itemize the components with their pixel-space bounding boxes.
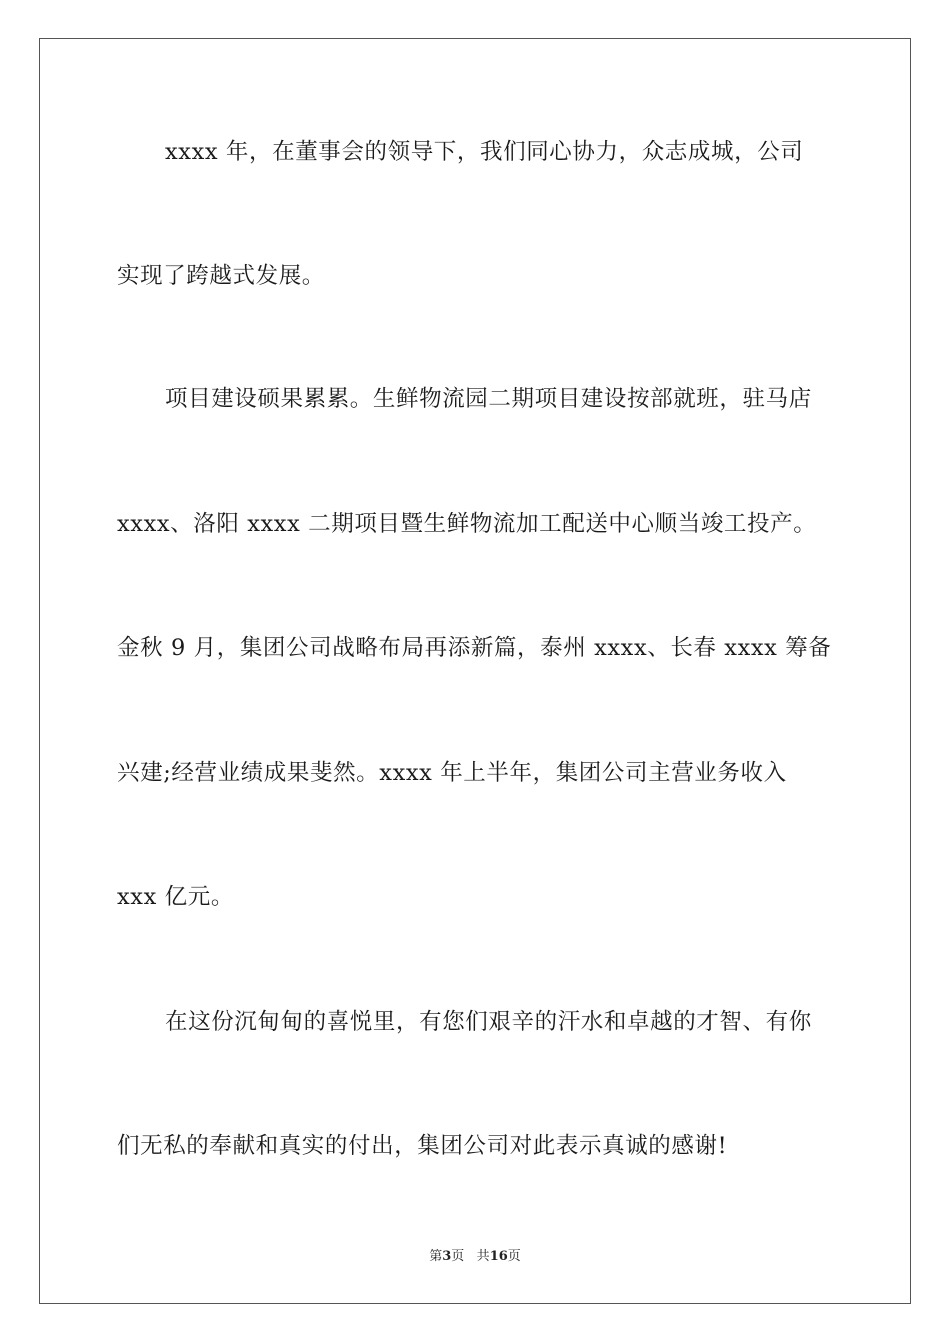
paragraph-2-line-1: 项目建设硕果累累。生鲜物流园二期项目建设按部就班，驻马店 — [165, 386, 812, 412]
page-prefix: 第 — [429, 1249, 443, 1264]
total-pages: 16 — [489, 1249, 508, 1264]
paragraph-2-line-4: 兴建;经营业绩成果斐然。xxxx 年上半年，集团公司主营业务收入 — [117, 760, 787, 786]
paragraph-2-line-3: 金秋 9 月，集团公司战略布局再添新篇，泰州 xxxx、长春 xxxx 筹备 — [117, 635, 832, 661]
total-suffix: 页 — [507, 1249, 521, 1264]
paragraph-2-line-2: xxxx、洛阳 xxxx 二期项目暨生鲜物流加工配送中心顺当竣工投产。 — [117, 511, 817, 537]
page-suffix: 页 — [451, 1249, 465, 1264]
paragraph-3-line-1: 在这份沉甸甸的喜悦里，有您们艰辛的汗水和卓越的才智、有你 — [165, 1009, 812, 1035]
paragraph-1-line-1: xxxx 年，在董事会的领导下，我们同心协力，众志成城，公司 — [165, 139, 804, 165]
paragraph-1-line-2: 实现了跨越式发展。 — [117, 263, 325, 289]
paragraph-2-line-5: xxx 亿元。 — [117, 884, 234, 910]
page-footer — [0, 1248, 950, 1266]
total-prefix: 共 — [476, 1249, 490, 1264]
page-number: 3 — [442, 1249, 452, 1264]
page-border — [39, 38, 911, 1304]
paragraph-3-line-2: 们无私的奉献和真实的付出，集团公司对此表示真诚的感谢! — [117, 1133, 728, 1159]
